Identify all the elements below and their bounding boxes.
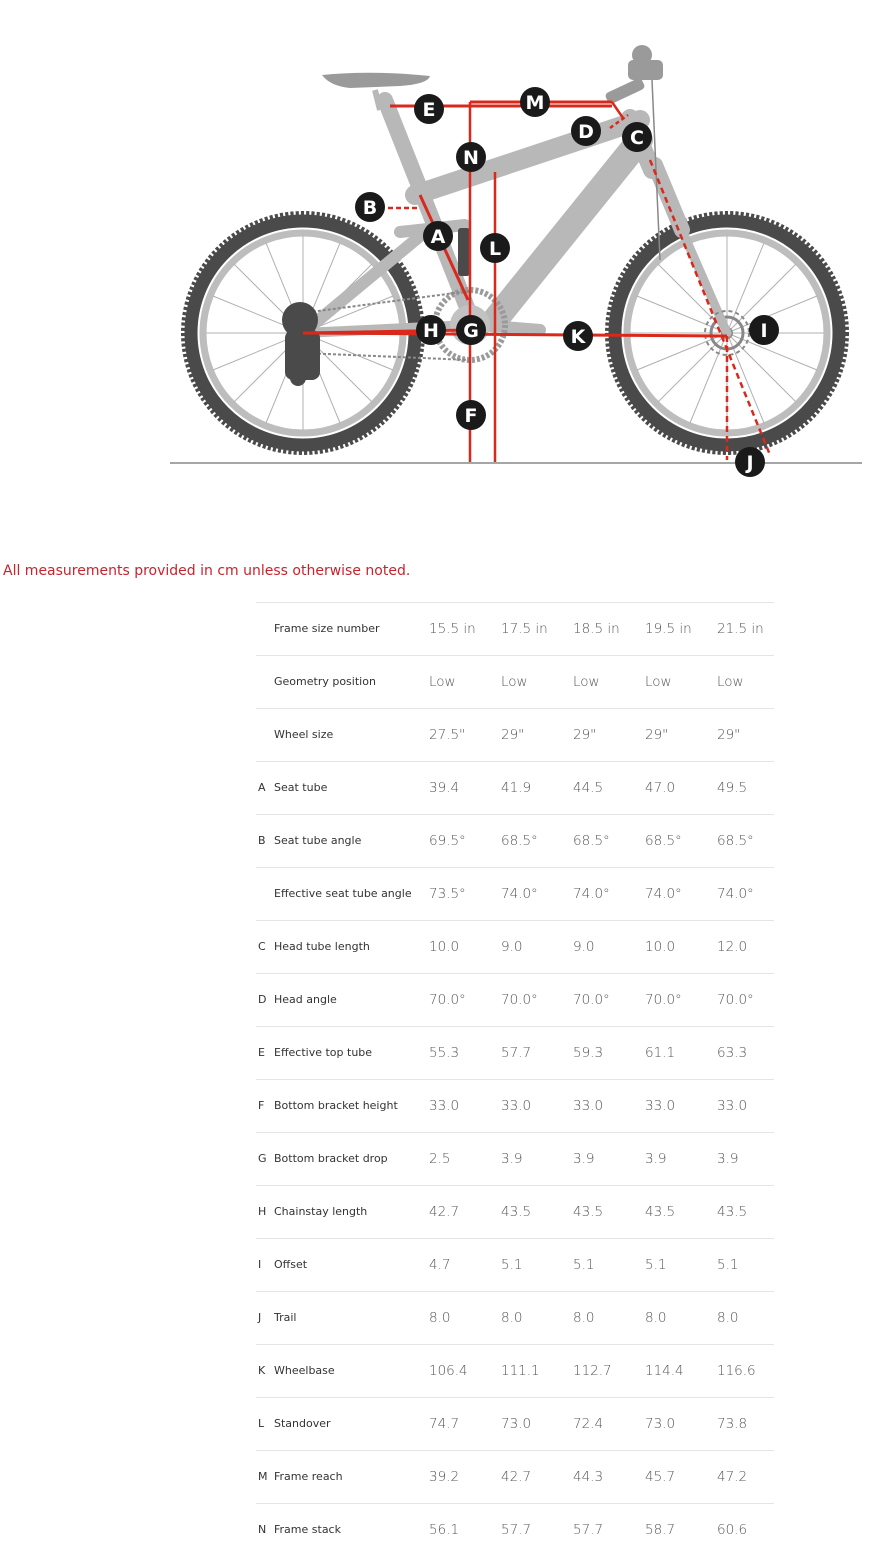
row-letter: C	[258, 940, 266, 953]
row-value: 70.0°	[429, 992, 466, 1008]
row-label: Bottom bracket height	[274, 1099, 398, 1112]
row-value: Low	[429, 674, 456, 690]
row-value: 44.3	[573, 1469, 604, 1485]
row-letter: B	[258, 834, 266, 847]
badge-k	[563, 321, 593, 351]
row-value: 74.7	[429, 1416, 460, 1432]
row-label: Standover	[274, 1417, 331, 1430]
row-label: Effective seat tube angle	[274, 887, 412, 900]
row-value: 56.1	[429, 1522, 460, 1538]
row-letter: I	[258, 1258, 262, 1271]
badge-d	[571, 116, 601, 146]
svg-text:B: B	[362, 197, 378, 219]
row-value: Low	[645, 674, 672, 690]
row-label: Bottom bracket drop	[274, 1152, 388, 1165]
svg-text:C: C	[630, 127, 644, 149]
row-value: 69.5°	[429, 833, 466, 849]
row-value: 42.7	[501, 1469, 532, 1485]
row-value: 61.1	[645, 1045, 676, 1061]
table-row	[256, 814, 774, 867]
table-row	[256, 655, 774, 708]
row-value: 73.5°	[429, 886, 466, 902]
row-value: 68.5°	[501, 833, 538, 849]
row-letter: N	[258, 1523, 267, 1536]
table-row	[256, 761, 774, 814]
table-row	[256, 920, 774, 973]
row-label: Geometry position	[274, 675, 376, 688]
svg-text:I: I	[760, 320, 768, 342]
row-value: 63.3	[717, 1045, 748, 1061]
table-row	[256, 1132, 774, 1185]
table-row	[256, 1079, 774, 1132]
badge-b	[355, 192, 385, 222]
table-row	[256, 1344, 774, 1397]
badge-m	[520, 87, 550, 117]
row-value: 72.4	[573, 1416, 604, 1432]
row-value: Low	[717, 674, 744, 690]
svg-text:G: G	[463, 320, 479, 342]
row-value: 29"	[717, 727, 741, 743]
row-value: 5.1	[501, 1257, 523, 1273]
row-value: 8.0	[429, 1310, 451, 1326]
row-value: 29"	[501, 727, 525, 743]
row-value: 5.1	[645, 1257, 667, 1273]
row-label: Effective top tube	[274, 1046, 373, 1059]
table-row	[256, 1291, 774, 1344]
badge-i	[749, 315, 779, 345]
row-letter: H	[258, 1205, 267, 1218]
row-value: 112.7	[573, 1363, 612, 1379]
row-value: 4.7	[429, 1257, 451, 1273]
row-value: 111.1	[501, 1363, 540, 1379]
row-value: 68.5°	[717, 833, 754, 849]
row-value: 106.4	[429, 1363, 468, 1379]
svg-text:J: J	[746, 452, 754, 474]
row-value: 73.0	[501, 1416, 532, 1432]
row-value: 29"	[645, 727, 669, 743]
svg-text:D: D	[578, 121, 594, 143]
row-value: 21.5 in	[717, 621, 764, 637]
row-value: 49.5	[717, 780, 748, 796]
table-row	[256, 1026, 774, 1079]
svg-text:M: M	[525, 92, 545, 114]
row-value: 70.0°	[501, 992, 538, 1008]
row-value: 17.5 in	[501, 621, 548, 637]
row-value: 19.5 in	[645, 621, 692, 637]
row-letter: J	[258, 1311, 262, 1324]
row-value: 57.7	[573, 1522, 604, 1538]
row-value: 74.0°	[717, 886, 754, 902]
geometry-table	[256, 602, 774, 1556]
row-value: 43.5	[573, 1204, 604, 1220]
table-row	[256, 867, 774, 920]
table-row	[256, 1503, 774, 1556]
row-value: 47.0	[645, 780, 676, 796]
row-value: 2.5	[429, 1151, 451, 1167]
row-value: 57.7	[501, 1522, 532, 1538]
table-row	[256, 602, 774, 655]
row-label: Offset	[274, 1258, 308, 1271]
row-value: 42.7	[429, 1204, 460, 1220]
handlebar	[604, 45, 663, 105]
row-value: 9.0	[573, 939, 595, 955]
row-value: 70.0°	[573, 992, 610, 1008]
row-value: 33.0	[501, 1098, 532, 1114]
svg-text:N: N	[463, 147, 479, 169]
row-value: 44.5	[573, 780, 604, 796]
svg-text:A: A	[430, 226, 446, 248]
row-label: Frame reach	[274, 1470, 343, 1483]
row-letter: M	[258, 1470, 268, 1483]
row-letter: F	[258, 1099, 265, 1112]
row-value: 8.0	[717, 1310, 739, 1326]
row-value: 68.5°	[645, 833, 682, 849]
bike-geometry-diagram	[0, 0, 871, 500]
table-row	[256, 973, 774, 1026]
badge-l	[480, 233, 510, 263]
row-letter: K	[258, 1364, 266, 1377]
row-value: 43.5	[645, 1204, 676, 1220]
svg-text:K: K	[570, 326, 586, 348]
row-value: 59.3	[573, 1045, 604, 1061]
row-value: 116.6	[717, 1363, 756, 1379]
row-value: 18.5 in	[573, 621, 620, 637]
row-value: 47.2	[717, 1469, 748, 1485]
svg-text:L: L	[488, 238, 502, 260]
row-value: 74.0°	[645, 886, 682, 902]
row-value: 58.7	[645, 1522, 676, 1538]
row-value: 27.5"	[429, 727, 466, 743]
row-label: Frame size number	[274, 622, 380, 635]
badge-n	[456, 142, 486, 172]
row-value: 10.0	[645, 939, 676, 955]
row-letter: L	[258, 1417, 265, 1430]
row-value: 5.1	[717, 1257, 739, 1273]
row-value: 114.4	[645, 1363, 684, 1379]
row-value: 41.9	[501, 780, 532, 796]
row-letter: G	[258, 1152, 267, 1165]
row-label: Head angle	[274, 993, 337, 1006]
row-value: 39.2	[429, 1469, 460, 1485]
row-label: Head tube length	[274, 940, 370, 953]
row-value: 3.9	[645, 1151, 667, 1167]
table-row	[256, 1238, 774, 1291]
row-value: 43.5	[717, 1204, 748, 1220]
row-label: Chainstay length	[274, 1205, 368, 1218]
svg-text:F: F	[464, 405, 478, 427]
row-value: Low	[501, 674, 528, 690]
row-value: Low	[573, 674, 600, 690]
row-label: Wheel size	[274, 728, 334, 741]
row-value: 70.0°	[717, 992, 754, 1008]
svg-text:H: H	[423, 320, 439, 342]
row-value: 12.0	[717, 939, 748, 955]
badge-j	[735, 447, 765, 477]
row-value: 60.6	[717, 1522, 748, 1538]
table-row	[256, 1397, 774, 1450]
table-row	[256, 708, 774, 761]
row-value: 33.0	[573, 1098, 604, 1114]
row-value: 74.0°	[573, 886, 610, 902]
rear-derailleur	[282, 302, 320, 386]
row-value: 8.0	[645, 1310, 667, 1326]
badge-e	[414, 94, 444, 124]
row-value: 33.0	[429, 1098, 460, 1114]
row-letter: D	[258, 993, 267, 1006]
measurement-note: All measurements provided in cm unless otherwise noted.	[3, 563, 411, 579]
row-value: 73.8	[717, 1416, 748, 1432]
row-value: 3.9	[501, 1151, 523, 1167]
row-value: 3.9	[573, 1151, 595, 1167]
row-label: Wheelbase	[274, 1364, 335, 1377]
row-label: Seat tube	[274, 781, 328, 794]
badge-c	[622, 122, 652, 152]
row-value: 33.0	[717, 1098, 748, 1114]
table-row	[256, 1185, 774, 1238]
row-value: 74.0°	[501, 886, 538, 902]
rear-shock	[458, 228, 470, 276]
row-value: 8.0	[573, 1310, 595, 1326]
table-row	[256, 1450, 774, 1503]
row-value: 39.4	[429, 780, 460, 796]
row-value: 33.0	[645, 1098, 676, 1114]
row-value: 73.0	[645, 1416, 676, 1432]
row-value: 68.5°	[573, 833, 610, 849]
row-value: 70.0°	[645, 992, 682, 1008]
row-label: Seat tube angle	[274, 834, 362, 847]
row-value: 57.7	[501, 1045, 532, 1061]
row-value: 43.5	[501, 1204, 532, 1220]
row-value: 45.7	[645, 1469, 676, 1485]
row-value: 15.5 in	[429, 621, 476, 637]
row-value: 8.0	[501, 1310, 523, 1326]
badge-a	[423, 221, 453, 251]
row-letter: A	[258, 781, 266, 794]
row-value: 10.0	[429, 939, 460, 955]
row-letter: E	[258, 1046, 265, 1059]
row-value: 3.9	[717, 1151, 739, 1167]
row-label: Frame stack	[274, 1523, 341, 1536]
row-value: 55.3	[429, 1045, 460, 1061]
row-value: 9.0	[501, 939, 523, 955]
badge-h	[416, 315, 446, 345]
badge-g	[456, 315, 486, 345]
row-value: 5.1	[573, 1257, 595, 1273]
row-value: 29"	[573, 727, 597, 743]
row-label: Trail	[274, 1311, 297, 1324]
badge-f	[456, 400, 486, 430]
svg-text:E: E	[422, 99, 436, 121]
saddle	[322, 73, 430, 88]
